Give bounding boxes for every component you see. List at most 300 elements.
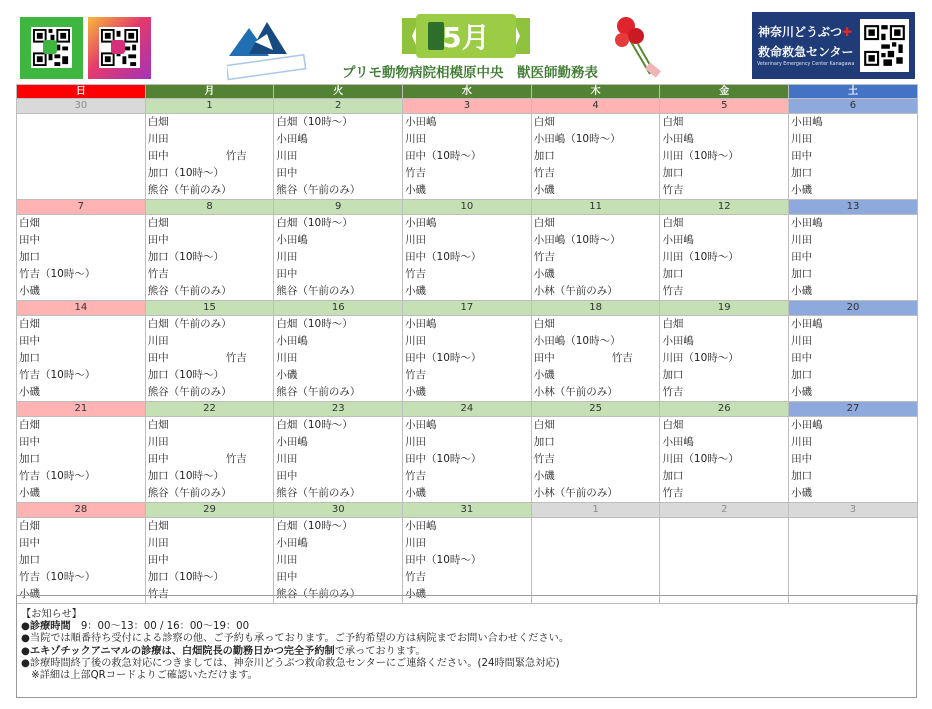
- staff-name: 加口（10時～）: [147, 167, 225, 179]
- staff-name: 加口: [662, 268, 684, 280]
- staff-entry: [17, 249, 145, 266]
- staff-name: 加口（10時～）: [147, 369, 225, 381]
- staff-name: 小田嶋: [405, 217, 437, 229]
- staff-entry: [660, 232, 788, 249]
- staff-name: 川田（10時～）: [662, 150, 739, 162]
- staff-entry: [789, 485, 917, 502]
- day-number: 19: [660, 301, 789, 316]
- staff-entry: [660, 350, 788, 367]
- staff-entry: [532, 451, 660, 468]
- line-icon: [43, 40, 57, 54]
- day-number: 24: [403, 402, 532, 417]
- day-number: 5: [660, 99, 789, 114]
- staff-entry: [660, 434, 788, 451]
- day-cell: [274, 114, 403, 200]
- staff-entry: [403, 182, 531, 199]
- staff-list: [274, 215, 402, 300]
- staff-entry: [146, 165, 274, 182]
- weekday-thu: 木: [531, 85, 660, 99]
- day-number: 30: [17, 99, 146, 114]
- staff-name: 熊谷（午前のみ）: [276, 285, 361, 297]
- day-number: 30: [274, 503, 403, 518]
- staff-name: 小磯: [791, 487, 813, 499]
- staff-entry: [789, 266, 917, 283]
- day-number: 13: [789, 200, 918, 215]
- staff-entry: [146, 535, 274, 552]
- flower-icon: [610, 14, 670, 84]
- staff-name: 熊谷（午前のみ）: [147, 386, 232, 398]
- staff-name: 竹吉: [405, 369, 427, 381]
- staff-name: 白畑: [19, 217, 40, 229]
- staff-name: 竹吉: [147, 588, 169, 600]
- staff-name: 竹吉: [662, 184, 684, 196]
- staff-entry: [789, 316, 917, 333]
- staff-entry: [403, 468, 531, 485]
- staff-entry: [274, 569, 402, 586]
- staff-entry: [17, 367, 145, 384]
- weekday-fri: 金: [660, 85, 789, 99]
- staff-name: 竹吉: [147, 268, 169, 280]
- day-number-row: [17, 503, 918, 518]
- staff-entry: [532, 350, 660, 367]
- staff-entry: [660, 148, 788, 165]
- staff-entry: [789, 451, 917, 468]
- staff-entry: [17, 283, 145, 300]
- staff-name: 小田嶋: [276, 133, 308, 145]
- er-english-name: Veterinary Emergency Center Kanagawa: [757, 62, 855, 67]
- staff-name: 田中: [19, 436, 40, 448]
- staff-entry: [17, 333, 145, 350]
- staff-row: [17, 215, 918, 301]
- staff-name: 小田嶋（10時～）: [533, 234, 621, 246]
- staff-entry: [403, 215, 531, 232]
- staff-list: [146, 215, 274, 300]
- staff-name: 竹吉: [662, 285, 684, 297]
- staff-name: 加口: [791, 470, 813, 482]
- staff-name: 竹吉: [533, 251, 555, 263]
- day-number: 14: [17, 301, 146, 316]
- day-number: 29: [145, 503, 274, 518]
- staff-name-extra: 竹吉: [225, 150, 247, 162]
- staff-name: 白畑: [147, 217, 169, 229]
- staff-name: 白畑（10時～）: [276, 116, 353, 128]
- staff-entry: [146, 266, 274, 283]
- staff-name: 小磯: [405, 588, 427, 600]
- staff-entry: [274, 350, 402, 367]
- staff-name: 田中: [19, 234, 40, 246]
- notice-heading: 【お知らせ】: [21, 609, 82, 620]
- staff-name: 竹吉（10時～）: [19, 571, 96, 583]
- staff-entry: [660, 485, 788, 502]
- staff-name: 小田嶋: [791, 217, 823, 229]
- staff-name: 加口: [19, 554, 40, 566]
- staff-entry: [274, 518, 402, 535]
- hours-value: 9：00～13：00 / 16：00～19：00: [70, 621, 250, 633]
- staff-entry: [17, 552, 145, 569]
- day-number: 1: [531, 503, 660, 518]
- staff-entry: [403, 384, 531, 401]
- staff-entry: [17, 215, 145, 232]
- staff-entry: [146, 384, 274, 401]
- staff-name: 川田: [405, 436, 427, 448]
- staff-list: [403, 417, 531, 502]
- staff-entry: [532, 266, 660, 283]
- day-number: 26: [660, 402, 789, 417]
- staff-entry: [146, 283, 274, 300]
- exotic-rest-text: で承っております。: [334, 645, 426, 657]
- staff-name: 加口: [19, 251, 40, 263]
- staff-entry: [532, 384, 660, 401]
- staff-name: 白畑: [533, 318, 555, 330]
- staff-name: 加口（10時～）: [147, 571, 225, 583]
- staff-name: 田中: [533, 352, 555, 364]
- staff-name: 田中: [19, 335, 40, 347]
- staff-entry: [17, 232, 145, 249]
- staff-name: 田中: [147, 554, 169, 566]
- staff-entry: [789, 232, 917, 249]
- staff-entry: [17, 485, 145, 502]
- hours-label: ●診療時間: [21, 621, 71, 633]
- staff-name: 川田: [147, 537, 169, 549]
- day-cell: [660, 518, 789, 604]
- staff-entry: [146, 350, 274, 367]
- day-cell: [789, 417, 918, 503]
- staff-entry: [146, 114, 274, 131]
- staff-name: 田中: [791, 150, 813, 162]
- emergency-center-banner[interactable]: [752, 12, 915, 79]
- staff-name: 竹吉: [405, 470, 427, 482]
- staff-list: [789, 114, 917, 199]
- staff-name: 小磯: [533, 369, 555, 381]
- staff-entry: [403, 114, 531, 131]
- staff-entry: [274, 384, 402, 401]
- staff-entry: [146, 451, 274, 468]
- staff-name: 田中: [791, 352, 813, 364]
- staff-name: 川田: [791, 234, 813, 246]
- staff-entry: [660, 451, 788, 468]
- staff-name: 竹吉: [533, 167, 555, 179]
- staff-entry: [146, 215, 274, 232]
- staff-entry: [789, 468, 917, 485]
- staff-name: 熊谷（午前のみ）: [147, 285, 232, 297]
- notice-qr-hint: ※詳細は上部QRコードよりご確認いただけます。: [21, 670, 258, 682]
- staff-name: 加口: [19, 352, 40, 364]
- title-block: [330, 14, 610, 84]
- day-number: 27: [789, 402, 918, 417]
- staff-entry: [146, 367, 274, 384]
- er-qr-code[interactable]: [860, 19, 909, 72]
- staff-name: 川田: [276, 251, 298, 263]
- instagram-qr-code[interactable]: [88, 17, 151, 79]
- staff-entry: [146, 131, 274, 148]
- line-qr-code[interactable]: [20, 17, 83, 79]
- weekday-wed: 水: [403, 85, 532, 99]
- staff-entry: [532, 182, 660, 199]
- staff-name: 田中（10時～）: [405, 352, 482, 364]
- day-number: 22: [145, 402, 274, 417]
- staff-entry: [532, 333, 660, 350]
- staff-name: 白畑: [662, 419, 684, 431]
- day-cell: [274, 316, 403, 402]
- staff-name: 川田: [276, 150, 298, 162]
- staff-name: 小磯: [19, 588, 40, 600]
- staff-entry: [403, 131, 531, 148]
- staff-entry: [789, 333, 917, 350]
- staff-name: 小磯: [533, 184, 555, 196]
- primo-logo-icon: [227, 20, 307, 82]
- staff-entry: [274, 266, 402, 283]
- staff-entry: [660, 182, 788, 199]
- day-cell: [403, 114, 532, 200]
- staff-name: 白畑: [533, 116, 555, 128]
- staff-entry: [274, 417, 402, 434]
- day-cell: [531, 215, 660, 301]
- staff-entry: [660, 384, 788, 401]
- day-number: 7: [17, 200, 146, 215]
- staff-name: 小磯: [405, 487, 427, 499]
- staff-name: 白畑: [19, 318, 40, 330]
- staff-name: 白畑: [147, 520, 169, 532]
- day-cell: [274, 417, 403, 503]
- staff-name: 白畑（午前のみ）: [147, 318, 232, 330]
- staff-entry: [403, 148, 531, 165]
- staff-entry: [146, 249, 274, 266]
- staff-entry: [403, 485, 531, 502]
- staff-entry: [403, 249, 531, 266]
- staff-name: 田中: [276, 167, 298, 179]
- staff-name: 小磯: [19, 285, 40, 297]
- staff-entry: [789, 215, 917, 232]
- day-cell: [17, 114, 146, 200]
- staff-name: 小田嶋: [791, 419, 823, 431]
- day-number: 28: [17, 503, 146, 518]
- er-name-line1: 神奈川どうぶつ✚: [758, 25, 853, 39]
- day-cell: [789, 316, 918, 402]
- staff-entry: [146, 468, 274, 485]
- staff-name: 田中: [791, 251, 813, 263]
- staff-name: 川田（10時～）: [662, 251, 739, 263]
- staff-name: 竹吉（10時～）: [19, 268, 96, 280]
- staff-entry: [403, 417, 531, 434]
- staff-name: 小田嶋: [791, 318, 823, 330]
- day-number: 15: [145, 301, 274, 316]
- staff-name: 田中: [19, 537, 40, 549]
- staff-name: 小磯: [791, 184, 813, 196]
- staff-list: [789, 417, 917, 502]
- staff-entry: [789, 283, 917, 300]
- staff-name: 白畑: [19, 520, 40, 532]
- day-cell: [660, 215, 789, 301]
- notice-reservation: ●当院では順番待ち受付による診察の他、ご予約も承っております。ご予約希望の方は病院までお問い合わせください。: [21, 633, 570, 645]
- staff-name: 川田: [147, 133, 169, 145]
- day-cell: [145, 215, 274, 301]
- staff-entry: [274, 333, 402, 350]
- day-cell: [531, 417, 660, 503]
- staff-entry: [274, 552, 402, 569]
- staff-name: 熊谷（午前のみ）: [147, 487, 232, 499]
- staff-list: [17, 518, 145, 603]
- staff-name: 小田嶋: [276, 335, 308, 347]
- day-number-row: [17, 301, 918, 316]
- staff-entry: [274, 215, 402, 232]
- staff-entry: [274, 316, 402, 333]
- day-number: 12: [660, 200, 789, 215]
- staff-name: 加口: [19, 453, 40, 465]
- duty-calendar: [16, 84, 918, 604]
- staff-list: [532, 114, 660, 199]
- day-number: 11: [531, 200, 660, 215]
- staff-name: 田中: [147, 150, 169, 162]
- day-cell: [789, 518, 918, 604]
- staff-name: 小田嶋: [276, 537, 308, 549]
- staff-entry: [146, 417, 274, 434]
- staff-list: [146, 518, 274, 603]
- staff-name-extra: 竹吉: [611, 352, 633, 364]
- day-cell: [531, 114, 660, 200]
- staff-name: 小磯: [791, 386, 813, 398]
- staff-entry: [532, 367, 660, 384]
- staff-name: 田中（10時～）: [405, 150, 482, 162]
- day-number: 21: [17, 402, 146, 417]
- staff-entry: [274, 249, 402, 266]
- header: [0, 0, 932, 84]
- staff-name: 田中: [147, 352, 169, 364]
- staff-entry: [789, 384, 917, 401]
- staff-name: 熊谷（午前のみ）: [276, 487, 361, 499]
- staff-entry: [17, 468, 145, 485]
- day-number: 3: [403, 99, 532, 114]
- staff-entry: [789, 131, 917, 148]
- day-number: 25: [531, 402, 660, 417]
- notice-hours: [21, 621, 569, 633]
- day-number: 23: [274, 402, 403, 417]
- staff-name: 竹吉（10時～）: [19, 470, 96, 482]
- staff-name: 熊谷（午前のみ）: [276, 386, 361, 398]
- staff-name: 小磯: [19, 487, 40, 499]
- staff-row: [17, 316, 918, 402]
- staff-entry: [17, 569, 145, 586]
- staff-entry: [532, 249, 660, 266]
- staff-name: 小田嶋: [662, 133, 694, 145]
- staff-entry: [274, 114, 402, 131]
- staff-entry: [532, 417, 660, 434]
- day-cell: [403, 215, 532, 301]
- er-name-line2: 救命救急センター: [758, 45, 854, 59]
- staff-entry: [17, 266, 145, 283]
- staff-name: 竹吉: [405, 268, 427, 280]
- staff-entry: [532, 468, 660, 485]
- qr-code-icon: [862, 23, 907, 68]
- staff-name: 小林（午前のみ）: [533, 285, 618, 297]
- staff-entry: [403, 350, 531, 367]
- staff-entry: [660, 333, 788, 350]
- day-number: 1: [145, 99, 274, 114]
- staff-name: 小磯: [276, 369, 298, 381]
- day-number: 17: [403, 301, 532, 316]
- staff-entry: [532, 165, 660, 182]
- staff-entry: [532, 434, 660, 451]
- staff-name: 小田嶋（10時～）: [533, 133, 621, 145]
- day-number-row: [17, 402, 918, 417]
- staff-list: [660, 215, 788, 300]
- staff-entry: [274, 165, 402, 182]
- staff-entry: [403, 165, 531, 182]
- staff-entry: [532, 283, 660, 300]
- staff-entry: [660, 131, 788, 148]
- staff-row: [17, 518, 918, 604]
- staff-list: [532, 316, 660, 401]
- day-number: 10: [403, 200, 532, 215]
- staff-name: 加口（10時～）: [147, 251, 225, 263]
- staff-name: 川田: [276, 352, 298, 364]
- staff-entry: [274, 485, 402, 502]
- staff-name: 小田嶋: [405, 520, 437, 532]
- staff-name-extra: 竹吉: [225, 352, 247, 364]
- staff-name: 加口: [791, 369, 813, 381]
- staff-list: [789, 316, 917, 401]
- day-number-row: [17, 99, 918, 114]
- day-cell: [274, 215, 403, 301]
- staff-name: 白畑: [662, 217, 684, 229]
- staff-name: 竹吉（10時～）: [19, 369, 96, 381]
- staff-entry: [660, 249, 788, 266]
- staff-entry: [274, 232, 402, 249]
- staff-name: 白畑: [662, 318, 684, 330]
- staff-name: 白畑: [533, 419, 555, 431]
- day-cell: [403, 316, 532, 402]
- day-cell: [145, 316, 274, 402]
- staff-list: [660, 316, 788, 401]
- staff-name: 小田嶋: [276, 436, 308, 448]
- staff-entry: [146, 316, 274, 333]
- staff-name: 小磯: [405, 184, 427, 196]
- staff-entry: [17, 417, 145, 434]
- staff-name: 小磯: [791, 285, 813, 297]
- staff-name: 加口: [791, 268, 813, 280]
- staff-entry: [660, 165, 788, 182]
- day-number: 2: [660, 503, 789, 518]
- staff-name: 白畑: [19, 419, 40, 431]
- red-cross-icon: ✚: [842, 25, 853, 39]
- staff-entry: [274, 131, 402, 148]
- staff-list: [274, 316, 402, 401]
- day-number-row: [17, 200, 918, 215]
- page-title: プリモ動物病院相模原中央 獣医師勤務表: [342, 65, 598, 81]
- staff-entry: [146, 569, 274, 586]
- staff-name: 熊谷（午前のみ）: [276, 184, 361, 196]
- weekday-header-row: [17, 85, 918, 99]
- staff-name: 川田: [276, 453, 298, 465]
- staff-entry: [660, 468, 788, 485]
- staff-entry: [660, 417, 788, 434]
- day-number: 2: [274, 99, 403, 114]
- staff-entry: [789, 182, 917, 199]
- day-number: 4: [531, 99, 660, 114]
- staff-list: [146, 316, 274, 401]
- staff-name: 川田: [405, 537, 427, 549]
- staff-name: 小田嶋: [405, 419, 437, 431]
- staff-list: [660, 417, 788, 502]
- staff-name: 白畑: [533, 217, 555, 229]
- staff-name: 小田嶋（10時～）: [533, 335, 621, 347]
- staff-entry: [274, 182, 402, 199]
- notice-emergency: ●診療時間終了後の救急対応につきましては、神奈川どうぶつ救命救急センターにご連絡ください。(24時間緊急対応): [21, 657, 560, 669]
- staff-entry: [146, 232, 274, 249]
- day-number: 3: [789, 503, 918, 518]
- staff-entry: [17, 384, 145, 401]
- instagram-icon: [111, 40, 125, 54]
- staff-name: 加口: [662, 167, 684, 179]
